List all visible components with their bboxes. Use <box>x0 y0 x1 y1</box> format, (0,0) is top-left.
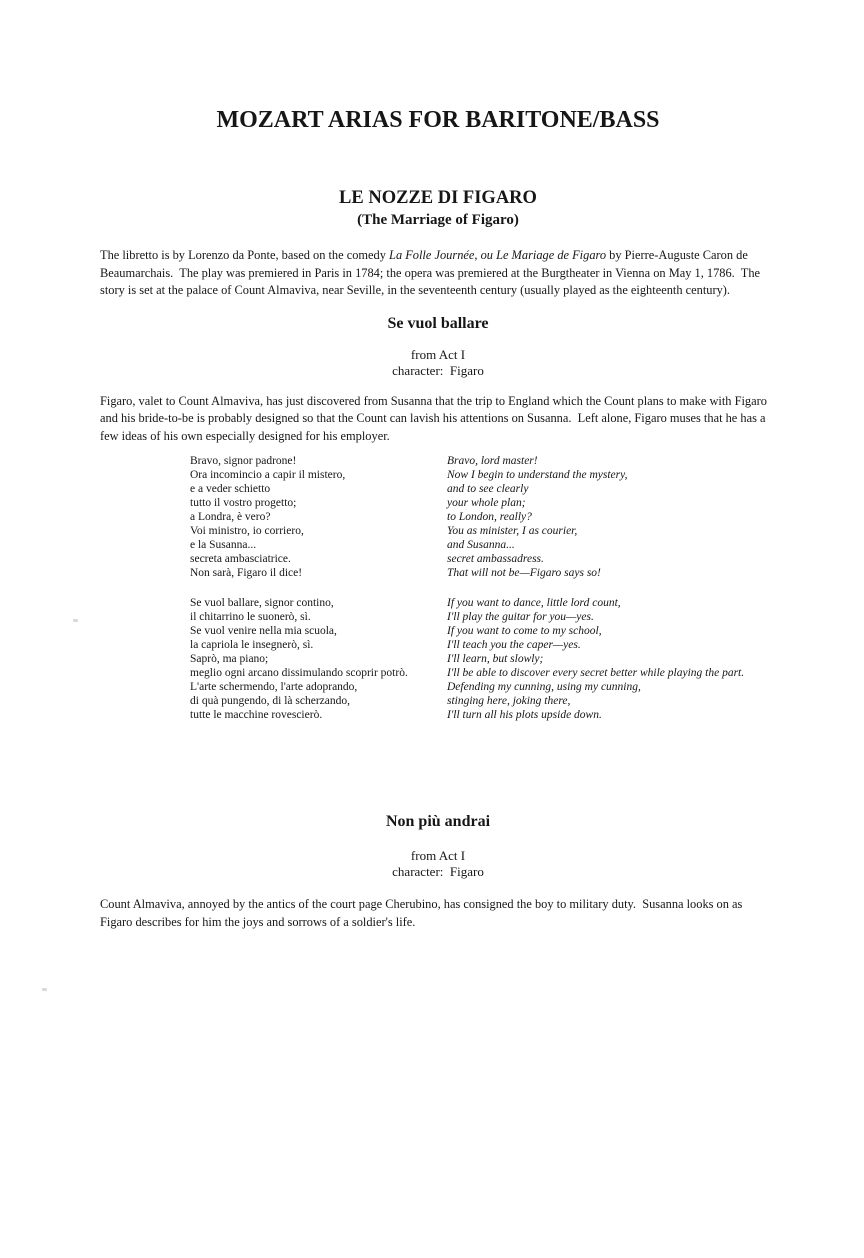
verse-line: la capriola le insegnerò, sì. <box>190 639 314 651</box>
intro-text-2: by Pierre-Auguste Caron de Beaumarchais. The play was premiered in Paris in 1784; the opera was premiered at the Burgtheater in Vienna on May 1, 1786. The story is set at the palace of Count Almaviva, near Seville, in the seventeenth century (usually played as the eighteenth century). <box>100 248 764 297</box>
aria-description-1: Figaro, valet to Count Almaviva, has just discovered from Susanna that the trip to England which the Count plans to make with Figaro and his bride-to-be is probably designed so that the Count can lavish his attentions on Susanna. Left alone, Figaro muses that he has a few ideas of his own especially designed for his employer. <box>100 393 771 443</box>
verse-italian-column <box>190 454 447 580</box>
page-title: MOZART ARIAS FOR BARITONE/BASS <box>216 107 660 133</box>
verse-line: Se vuol ballare, signor contino, <box>190 597 334 609</box>
verse-stanza-2 <box>190 596 776 722</box>
verse-line: Saprò, ma piano; <box>190 653 269 665</box>
aria-meta-1 <box>100 347 776 379</box>
verse-line: e a veder schietto <box>190 483 271 495</box>
aria-title-se-vuol-ballare: Se vuol ballare <box>387 314 489 332</box>
verse-line: Defending my cunning, using my cunning, <box>447 681 641 693</box>
verse-line: Ora incomincio a capir il mistero, <box>190 469 346 481</box>
aria-act: from Act I <box>410 848 466 863</box>
libretto-page <box>0 106 864 1258</box>
verse-line: Now I begin to understand the mystery, <box>447 469 628 481</box>
opera-subtitle: (The Marriage of Figaro) <box>357 212 519 228</box>
aria-meta-2 <box>100 848 776 880</box>
verse-line: I'll teach you the caper—yes. <box>447 639 581 651</box>
verse-line: and Susanna... <box>447 539 515 551</box>
verse-italian-column <box>190 596 447 722</box>
verse-line: tutto il vostro progetto; <box>190 497 297 509</box>
aria-title-non-piu-andrai: Non più andrai <box>385 813 491 830</box>
opera-title: LE NOZZE DI FIGARO <box>339 188 537 208</box>
verse-line: Bravo, lord master! <box>447 455 538 467</box>
intro-text-1: The libretto is by Lorenzo da Ponte, based on the comedy <box>100 248 390 262</box>
verse-line: tutte le macchine rovescierò. <box>190 709 323 721</box>
verse-line: Voi ministro, io corriero, <box>190 525 304 537</box>
verse-line: Bravo, signor padrone! <box>190 455 297 467</box>
verse-line: a Londra, è vero? <box>190 511 271 523</box>
verse-stanza-1 <box>190 454 776 580</box>
verse-line: your whole plan; <box>447 497 526 509</box>
verse-line: You as minister, I as courier, <box>447 525 578 537</box>
verse-line: secret ambassadress. <box>447 553 544 565</box>
verse-english-column <box>447 454 627 580</box>
aria-character: character: Figaro <box>392 864 484 879</box>
verse-line: If you want to dance, little lord count, <box>447 597 621 609</box>
verse-line: If you want to come to my school, <box>447 625 602 637</box>
verse-line: and to see clearly <box>447 483 529 495</box>
verse-line: I'll play the guitar for you—yes. <box>447 611 594 623</box>
aria-character: character: Figaro <box>392 362 484 378</box>
scan-artifact <box>73 619 78 622</box>
verse-line: secreta ambasciatrice. <box>190 553 291 565</box>
aria-act: from Act I <box>410 346 466 362</box>
verse-line: stinging here, joking there, <box>447 695 571 707</box>
verse-line: L'arte schermendo, l'arte adoprando, <box>190 681 358 693</box>
verse-line: Se vuol venire nella mia scuola, <box>190 625 337 637</box>
verse-line: di quà pungendo, di là scherzando, <box>190 695 350 707</box>
intro-comedy-title: La Folle Journée, ou Le Mariage de Figaro <box>389 248 607 262</box>
verse-line: il chitarrino le suonerò, sì. <box>190 611 311 623</box>
verse-line: I'll learn, but slowly; <box>447 653 544 665</box>
verse-line: That will not be—Figaro says so! <box>447 567 601 579</box>
opera-intro-paragraph <box>100 247 776 300</box>
verse-line: meglio ogni arcano dissimulando scoprir potrò. <box>190 667 408 679</box>
verse-line: e la Susanna... <box>190 539 257 551</box>
aria-description-2: Count Almaviva, annoyed by the antics of the court page Cherubino, has consigned the boy to military duty. Susanna looks on as Figaro describes for him the joys and sorrows of a soldier's life. <box>100 897 746 929</box>
scan-artifact <box>42 988 47 991</box>
verse-line: I'll be able to discover every secret better while playing the part. <box>447 667 745 679</box>
verse-line: to London, really? <box>447 511 532 523</box>
verse-line: I'll turn all his plots upside down. <box>447 709 602 721</box>
verse-english-column <box>447 596 744 722</box>
verse-line: Non sarà, Figaro il dice! <box>190 567 303 579</box>
